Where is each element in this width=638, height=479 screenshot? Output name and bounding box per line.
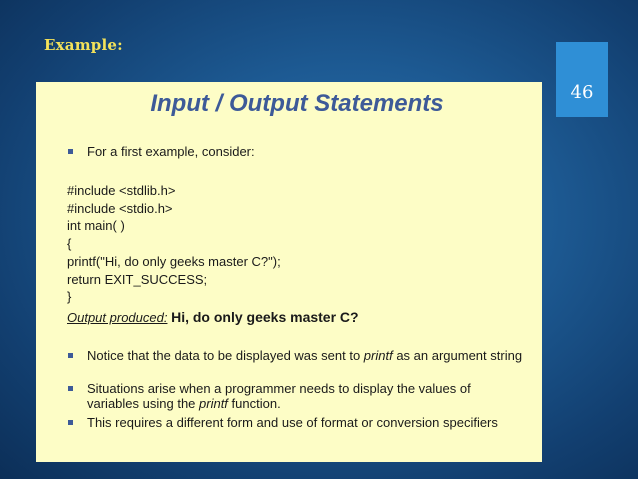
bullet-square-icon <box>68 353 73 358</box>
output-value: Hi, do only geeks master C? <box>171 309 359 325</box>
bullet-text: Notice that the data to be displayed was sent to printf as an argument string <box>87 348 523 363</box>
bullet-item <box>68 381 524 411</box>
bullet-square-icon <box>68 149 73 154</box>
code-line: { <box>67 236 72 252</box>
intro-bullet-text: For a first example, consider: <box>87 144 255 159</box>
code-line: } <box>67 289 72 305</box>
output-line <box>67 309 359 325</box>
output-label: Output produced: <box>67 310 168 325</box>
code-line: #include <stdlib.h> <box>67 183 176 198</box>
code-line: printf("Hi, do only geeks master C?"); <box>67 253 281 269</box>
bullet-text: Situations arise when a programmer needs to display the values of variables using the printf function. <box>87 381 471 411</box>
code-line: return EXIT_SUCCESS; <box>67 271 208 287</box>
bullet-square-icon <box>68 386 73 391</box>
slide-number-box <box>556 42 608 117</box>
content-panel <box>36 82 542 462</box>
code-block <box>67 182 281 306</box>
code-line: #include <stdio.h> <box>67 200 173 216</box>
slide-number: 46 <box>570 82 594 103</box>
bullet-text: This requires a different form and use of format or conversion specifiers <box>87 415 498 430</box>
panel-title: Input / Output Statements <box>150 90 444 117</box>
bullet-item <box>68 348 524 363</box>
code-line: int main( ) <box>67 218 125 234</box>
bullet-item <box>68 415 524 430</box>
intro-bullet <box>68 144 524 159</box>
bullet-square-icon <box>68 420 73 425</box>
example-label: Example: <box>44 36 123 54</box>
